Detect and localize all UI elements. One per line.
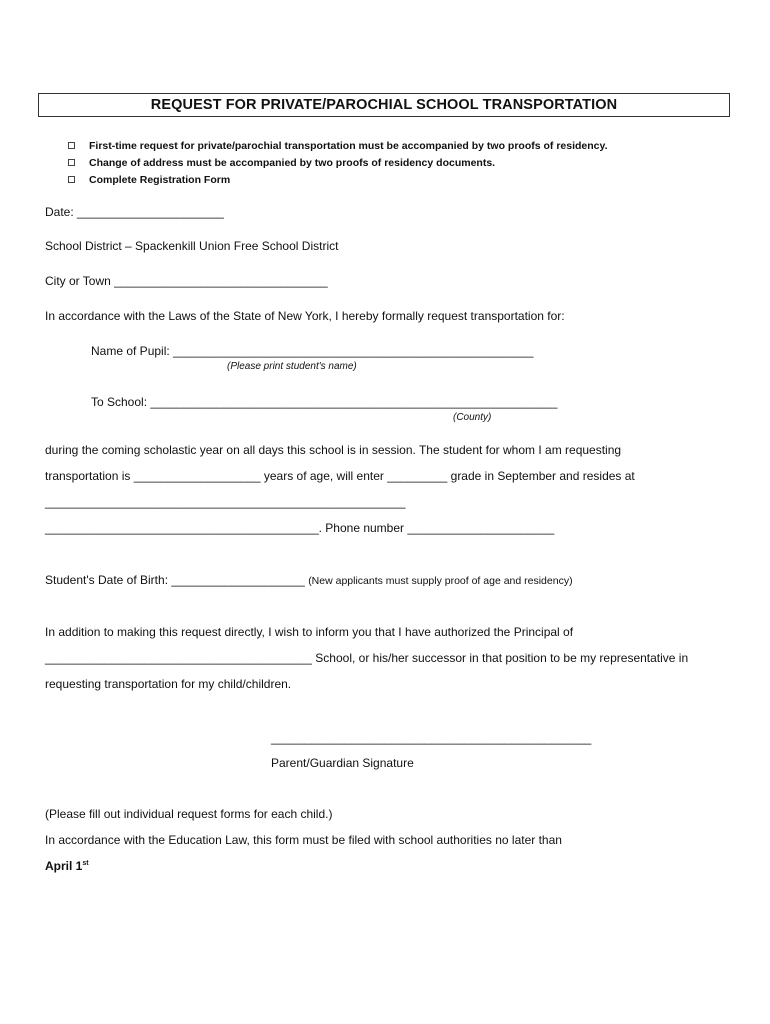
deadline-text: In accordance with the Education Law, this form must be filed with school authorities no later than [45, 833, 562, 847]
checkbox-icon[interactable] [68, 142, 75, 149]
body-text-line-1: during the coming scholastic year on all days this school is in session. The student for whom I am requesting [45, 443, 622, 457]
county-hint: (County) [453, 412, 492, 423]
pupil-name-field[interactable]: Name of Pupil: ______________________________________________________ [91, 344, 534, 358]
authorization-text-line-1: In addition to making this request directly, I wish to inform you that I have authorized the Principal of [45, 625, 574, 639]
school-district-text: School District – Spackenkill Union Free School District [45, 239, 339, 253]
age-grade-field[interactable]: transportation is ___________________ years of age, will enter _________ grade in September and resides at [45, 469, 635, 483]
address-field-line-1[interactable]: ______________________________________________________ [45, 495, 406, 509]
request-intro-text: In accordance with the Laws of the State of New York, I hereby formally request transportation for: [45, 309, 565, 323]
deadline-date [45, 859, 89, 873]
signature-line[interactable]: ________________________________________________ [271, 731, 592, 745]
dob-note: (New applicants must supply proof of age and residency) [308, 575, 573, 587]
checkbox-icon[interactable] [68, 176, 75, 183]
pupil-name-hint: (Please print student's name) [227, 361, 357, 372]
deadline-date-suffix: st [82, 860, 89, 867]
checkbox-icon[interactable] [68, 159, 75, 166]
dob-field[interactable] [45, 573, 573, 587]
authorization-text-line-3: requesting transportation for my child/children. [45, 677, 292, 691]
requirement-text: Change of address must be accompanied by two proofs of residency documents. [89, 156, 496, 169]
signature-label: Parent/Guardian Signature [271, 756, 414, 770]
individual-form-note: (Please fill out individual request forms for each child.) [45, 807, 333, 821]
address-phone-field[interactable]: _________________________________________. Phone number ______________________ [45, 521, 555, 535]
city-town-field[interactable]: City or Town ________________________________ [45, 274, 328, 288]
school-name-field[interactable]: To School: _____________________________________________________________ [91, 395, 558, 409]
requirement-item [68, 154, 608, 171]
requirement-text: First-time request for private/parochial transportation must be accompanied by two proofs of residency. [89, 139, 608, 152]
principal-school-field[interactable]: ________________________________________ School, or his/her successor in that position to be my representative in [45, 651, 689, 665]
form-title: REQUEST FOR PRIVATE/PAROCHIAL SCHOOL TRANSPORTATION [38, 93, 730, 117]
requirement-text: Complete Registration Form [89, 173, 231, 186]
deadline-date-text: April 1 [45, 859, 83, 873]
requirement-item [68, 137, 608, 154]
requirements-checklist [68, 137, 608, 188]
requirement-item [68, 171, 608, 188]
dob-label: Student's Date of Birth: ____________________ [45, 573, 305, 587]
date-field[interactable]: Date: ______________________ [45, 205, 224, 219]
